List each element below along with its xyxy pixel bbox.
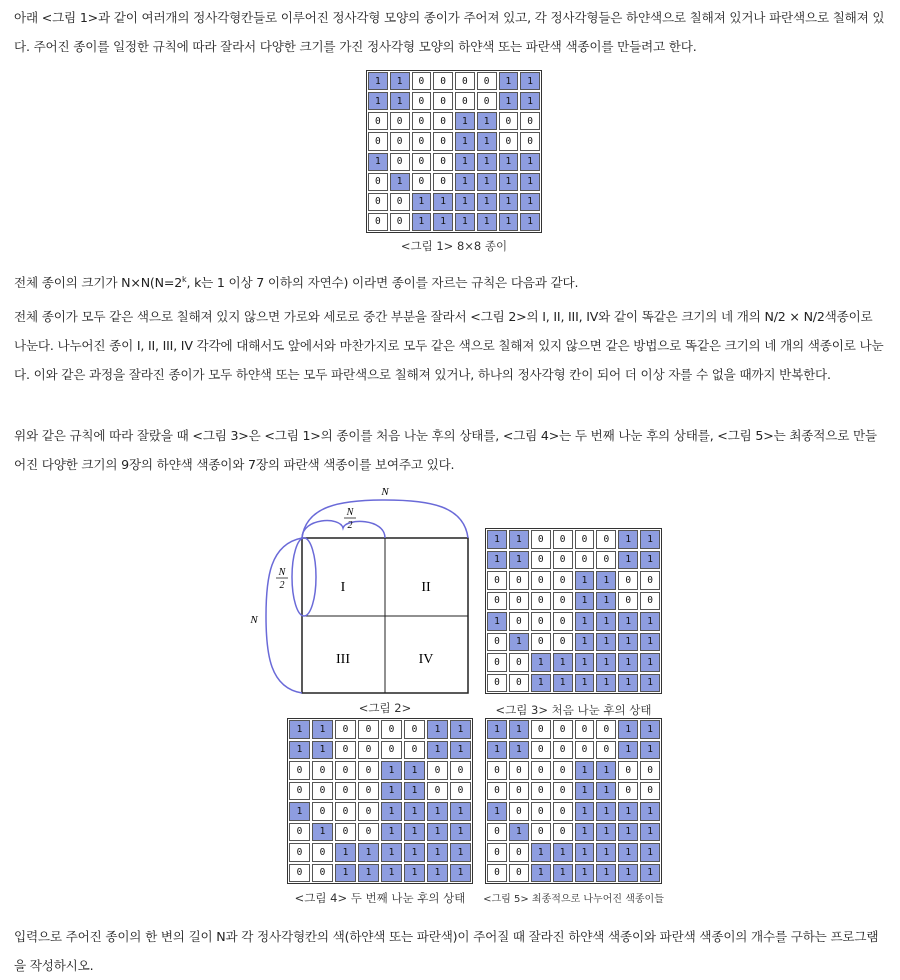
grid-cell: 1 — [312, 720, 333, 739]
figure-3-caption: <그림 3> 처음 나눈 후의 상태 — [495, 703, 652, 717]
figure-2-arc-top-half — [302, 521, 385, 538]
grid-cell: 0 — [640, 592, 660, 611]
grid-cell: 0 — [487, 782, 507, 801]
figure-2-label-n-left: N — [250, 614, 258, 626]
grid-cell: 1 — [575, 782, 595, 801]
grid-cell: 0 — [553, 530, 573, 549]
grid-cell: 1 — [575, 592, 595, 611]
grid-cell: 1 — [450, 823, 471, 842]
figure-2-label-half-left-num: N — [278, 567, 286, 578]
figure-2-label-n-top: N — [381, 486, 389, 498]
grid-cell: 0 — [335, 720, 356, 739]
grid-cell: 0 — [531, 761, 551, 780]
grid-cell: 1 — [618, 674, 638, 693]
grid-cell: 0 — [289, 761, 310, 780]
grid-cell: 0 — [433, 173, 453, 191]
grid-cell: 0 — [368, 112, 388, 130]
grid-cell: 1 — [289, 802, 310, 821]
grid-cell: 0 — [427, 782, 448, 801]
figure-1-caption: <그림 1> 8×8 종이 — [400, 239, 508, 253]
grid-cell: 1 — [455, 112, 475, 130]
figure-4-caption: <그림 4> 두 번째 나눈 후의 상태 — [294, 891, 466, 905]
grid-cell: 1 — [499, 173, 519, 191]
grid-cell: 0 — [289, 782, 310, 801]
grid-cell: 1 — [477, 112, 497, 130]
grid-cell: 0 — [575, 741, 595, 760]
grid-cell: 0 — [520, 112, 540, 130]
grid-cell: 1 — [596, 653, 616, 672]
grid-cell: 1 — [404, 843, 425, 862]
grid-cell: 1 — [575, 633, 595, 652]
grid-cell: 0 — [390, 213, 410, 231]
figure-2-label-iii: III — [336, 652, 350, 667]
grid-cell: 1 — [596, 612, 616, 631]
figure-2-label-ii: II — [421, 580, 431, 595]
grid-cell: 0 — [618, 782, 638, 801]
grid-cell: 1 — [596, 633, 616, 652]
grid-cell: 0 — [381, 720, 402, 739]
grid-cell: 0 — [531, 720, 551, 739]
grid-cell: 1 — [450, 720, 471, 739]
grid-cell: 1 — [531, 653, 551, 672]
grid-cell: 0 — [596, 720, 616, 739]
grid-cell: 0 — [553, 761, 573, 780]
grid-cell: 1 — [640, 674, 660, 693]
grid-cell: 0 — [575, 720, 595, 739]
figure-1-grid — [366, 70, 542, 233]
grid-cell: 0 — [487, 864, 507, 883]
grid-cell: 0 — [553, 612, 573, 631]
grid-cell: 1 — [412, 213, 432, 231]
grid-cell: 0 — [553, 592, 573, 611]
grid-cell: 0 — [553, 802, 573, 821]
grid-cell: 0 — [487, 592, 507, 611]
size-rule-text-post: , k는 1 이상 7 이하의 자연수) 이라면 종이를 자르는 규칙은 다음과 같다. — [186, 275, 579, 291]
grid-cell: 1 — [477, 153, 497, 171]
grid-cell: 0 — [335, 823, 356, 842]
grid-cell: 0 — [358, 823, 379, 842]
figure-2-label-half-top-num: N — [346, 507, 354, 518]
grid-cell: 1 — [358, 843, 379, 862]
grid-cell: 0 — [509, 653, 529, 672]
grid-cell: 1 — [640, 741, 660, 760]
grid-cell: 0 — [531, 741, 551, 760]
grid-cell: 0 — [531, 551, 551, 570]
size-rule-paragraph — [14, 265, 886, 297]
grid-cell: 1 — [618, 843, 638, 862]
grid-cell: 1 — [553, 653, 573, 672]
grid-cell: 0 — [487, 633, 507, 652]
grid-cell: 1 — [618, 720, 638, 739]
grid-cell: 0 — [289, 823, 310, 842]
grid-cell: 1 — [455, 153, 475, 171]
grid-cell: 0 — [531, 633, 551, 652]
grid-cell: 1 — [531, 674, 551, 693]
grid-cell: 0 — [531, 530, 551, 549]
grid-cell: 1 — [390, 173, 410, 191]
grid-cell: 0 — [487, 571, 507, 590]
grid-cell: 0 — [487, 843, 507, 862]
grid-cell: 1 — [427, 741, 448, 760]
grid-cell: 0 — [553, 551, 573, 570]
grid-cell: 0 — [289, 864, 310, 883]
grid-cell: 0 — [412, 72, 432, 90]
grid-cell: 0 — [358, 761, 379, 780]
grid-cell: 0 — [509, 592, 529, 611]
grid-cell: 1 — [618, 864, 638, 883]
grid-cell: 0 — [312, 802, 333, 821]
grid-cell: 0 — [433, 72, 453, 90]
grid-cell: 0 — [335, 802, 356, 821]
figure-2-label-half-top-den: 2 — [347, 520, 353, 531]
grid-cell: 1 — [575, 612, 595, 631]
grid-cell: 1 — [289, 741, 310, 760]
grid-cell: 0 — [412, 112, 432, 130]
grid-cell: 0 — [358, 802, 379, 821]
grid-cell: 1 — [640, 530, 660, 549]
grid-cell: 1 — [575, 864, 595, 883]
grid-cell: 1 — [427, 843, 448, 862]
grid-cell: 1 — [289, 720, 310, 739]
grid-cell: 1 — [477, 193, 497, 211]
grid-cell: 0 — [487, 823, 507, 842]
grid-cell: 0 — [509, 761, 529, 780]
grid-cell: 1 — [618, 741, 638, 760]
grid-cell: 1 — [640, 823, 660, 842]
grid-cell: 1 — [487, 530, 507, 549]
grid-cell: 1 — [433, 213, 453, 231]
grid-cell: 1 — [618, 653, 638, 672]
grid-cell: 1 — [450, 741, 471, 760]
grid-cell: 1 — [455, 173, 475, 191]
figure-2-arc-left-n — [266, 538, 302, 693]
grid-cell: 0 — [553, 571, 573, 590]
grid-cell: 0 — [381, 741, 402, 760]
grid-cell: 0 — [596, 551, 616, 570]
grid-cell: 0 — [640, 761, 660, 780]
grid-cell: 1 — [404, 761, 425, 780]
grid-cell: 0 — [312, 843, 333, 862]
figure-2-arc-top-n — [302, 500, 468, 538]
grid-cell: 0 — [509, 843, 529, 862]
grid-cell: 1 — [575, 761, 595, 780]
grid-cell: 0 — [358, 782, 379, 801]
grid-cell: 0 — [618, 761, 638, 780]
grid-cell: 1 — [509, 741, 529, 760]
grid-cell: 1 — [499, 213, 519, 231]
grid-cell: 0 — [531, 823, 551, 842]
grid-cell: 1 — [404, 802, 425, 821]
grid-cell: 1 — [499, 92, 519, 110]
grid-cell: 0 — [509, 864, 529, 883]
grid-cell: 1 — [596, 802, 616, 821]
grid-cell: 1 — [312, 823, 333, 842]
grid-cell: 1 — [618, 823, 638, 842]
grid-cell: 0 — [640, 782, 660, 801]
intro-paragraph: 아래 <그림 1>과 같이 여러개의 정사각형칸들로 이루어진 정사각형 모양의 종이가 주어져 있고, 각 정사각형들은 하얀색으로 칠해져 있거나 파란색으로 칠해져 있다. 주어진 종이를 일정한 규칙에 따라 잘라서 다양한 크기를 가진 정사각형 모양의 하얀색 또는 파란색 색종이를 만들려고 한다. — [14, 10, 885, 54]
grid-cell: 0 — [509, 612, 529, 631]
grid-cell: 1 — [509, 823, 529, 842]
grid-cell: 1 — [427, 720, 448, 739]
grid-cell: 1 — [499, 72, 519, 90]
grid-cell: 1 — [487, 612, 507, 631]
grid-cell: 0 — [412, 153, 432, 171]
grid-cell: 0 — [618, 571, 638, 590]
grid-cell: 1 — [368, 153, 388, 171]
grid-cell: 1 — [455, 132, 475, 150]
grid-cell: 1 — [390, 72, 410, 90]
grid-cell: 1 — [390, 92, 410, 110]
grid-cell: 0 — [509, 571, 529, 590]
grid-cell: 1 — [596, 782, 616, 801]
grid-cell: 1 — [455, 213, 475, 231]
grid-cell: 0 — [618, 592, 638, 611]
grid-cell: 0 — [433, 112, 453, 130]
grid-cell: 0 — [390, 132, 410, 150]
grid-cell: 1 — [575, 823, 595, 842]
grid-cell: 0 — [531, 802, 551, 821]
grid-cell: 0 — [553, 823, 573, 842]
grid-cell: 1 — [404, 782, 425, 801]
grid-cell: 0 — [487, 674, 507, 693]
grid-cell: 0 — [433, 92, 453, 110]
grid-cell: 1 — [412, 193, 432, 211]
task-paragraph: 입력으로 주어진 종이의 한 변의 길이 N과 각 정사각형칸의 색(하얀색 또는 파란색)이 주어질 때 잘라진 하얀색 색종이와 파란색 색종이의 개수를 구하는 프로그램을 작성하시오. — [14, 929, 879, 973]
grid-cell: 1 — [450, 864, 471, 883]
grid-cell: 1 — [596, 843, 616, 862]
example-paragraph: 위와 같은 규칙에 따라 잘랐을 때 <그림 3>은 <그림 1>의 종이를 처음 나눈 후의 상태를, <그림 4>는 두 번째 나눈 후의 상태를, <그림 5>는 최종적으로 만들어진 다양한 크기의 9장의 하얀색 색종이와 7장의 파란색 색종이를 보여주고 있다. — [14, 428, 877, 472]
figure-5-grid — [485, 718, 662, 884]
grid-cell: 0 — [499, 112, 519, 130]
grid-cell: 0 — [450, 782, 471, 801]
grid-cell: 1 — [487, 741, 507, 760]
grid-cell: 0 — [368, 193, 388, 211]
grid-cell: 0 — [412, 173, 432, 191]
figure-2-caption: <그림 2> — [358, 701, 412, 715]
grid-cell: 1 — [404, 864, 425, 883]
grid-cell: 1 — [477, 213, 497, 231]
grid-cell: 0 — [450, 761, 471, 780]
grid-cell: 1 — [618, 530, 638, 549]
grid-cell: 1 — [520, 173, 540, 191]
grid-cell: 1 — [404, 823, 425, 842]
grid-cell: 0 — [509, 782, 529, 801]
grid-cell: 1 — [381, 843, 402, 862]
grid-cell: 0 — [596, 741, 616, 760]
grid-cell: 0 — [368, 213, 388, 231]
grid-cell: 1 — [553, 864, 573, 883]
grid-cell: 1 — [596, 823, 616, 842]
grid-cell: 1 — [596, 592, 616, 611]
grid-cell: 1 — [640, 612, 660, 631]
figure-3-grid — [485, 528, 662, 694]
cutting-rule-paragraph: 전체 종이가 모두 같은 색으로 칠해져 있지 않으면 가로와 세로로 중간 부분을 잘라서 <그림 2>의 I, II, III, IV와 같이 똑같은 크기의 네 개의 N/2 × N/2색종이로 나눈다. 나누어진 종이 I, II, III, IV 각각에 대해서도 앞에서와 마찬가지로 모두 같은 색으로 칠해져 있지 않으면 같은 방법으로 똑같은 크기의 네 개의 색종이로 나눈다. 이와 같은 과정을 잘라진 종이가 모두 하얀색 또는 모두 파란색으로 칠해져 있거나, 하나의 정사각형 칸이 되어 더 이상 자를 수 없을 때까지 반복한다. — [14, 309, 884, 382]
grid-cell: 0 — [531, 592, 551, 611]
grid-cell: 0 — [433, 153, 453, 171]
grid-cell: 1 — [312, 741, 333, 760]
grid-cell: 1 — [509, 551, 529, 570]
grid-cell: 0 — [499, 132, 519, 150]
grid-cell: 1 — [618, 802, 638, 821]
grid-cell: 1 — [477, 173, 497, 191]
figure-4-grid — [287, 718, 473, 884]
grid-cell: 1 — [381, 802, 402, 821]
grid-cell: 0 — [312, 864, 333, 883]
grid-cell: 0 — [427, 761, 448, 780]
grid-cell: 0 — [553, 720, 573, 739]
grid-cell: 1 — [618, 551, 638, 570]
grid-cell: 1 — [575, 843, 595, 862]
grid-cell: 0 — [404, 741, 425, 760]
grid-cell: 1 — [499, 193, 519, 211]
grid-cell: 1 — [381, 823, 402, 842]
grid-cell: 1 — [427, 823, 448, 842]
grid-cell: 0 — [289, 843, 310, 862]
grid-cell: 0 — [358, 741, 379, 760]
grid-cell: 0 — [477, 72, 497, 90]
grid-cell: 1 — [640, 551, 660, 570]
grid-cell: 0 — [520, 132, 540, 150]
grid-cell: 0 — [509, 674, 529, 693]
grid-cell: 0 — [312, 782, 333, 801]
grid-cell: 0 — [531, 612, 551, 631]
grid-cell: 1 — [427, 864, 448, 883]
grid-cell: 1 — [381, 761, 402, 780]
grid-cell: 0 — [477, 92, 497, 110]
grid-cell: 1 — [335, 864, 356, 883]
grid-cell: 1 — [596, 761, 616, 780]
grid-cell: 0 — [487, 761, 507, 780]
grid-cell: 1 — [487, 551, 507, 570]
grid-cell: 1 — [553, 674, 573, 693]
grid-cell: 0 — [455, 92, 475, 110]
grid-cell: 1 — [553, 843, 573, 862]
grid-cell: 0 — [553, 782, 573, 801]
grid-cell: 1 — [520, 213, 540, 231]
grid-cell: 1 — [575, 802, 595, 821]
grid-cell: 0 — [553, 633, 573, 652]
grid-cell: 1 — [575, 674, 595, 693]
grid-cell: 1 — [520, 153, 540, 171]
grid-cell: 0 — [412, 132, 432, 150]
grid-cell: 0 — [433, 132, 453, 150]
grid-cell: 0 — [390, 153, 410, 171]
grid-cell: 1 — [450, 843, 471, 862]
grid-cell: 1 — [455, 193, 475, 211]
grid-cell: 0 — [531, 782, 551, 801]
grid-cell: 1 — [596, 864, 616, 883]
grid-cell: 1 — [509, 720, 529, 739]
grid-cell: 1 — [640, 653, 660, 672]
figure-2-label-i: I — [340, 580, 346, 595]
grid-cell: 1 — [368, 92, 388, 110]
grid-cell: 1 — [575, 653, 595, 672]
grid-cell: 1 — [575, 571, 595, 590]
grid-cell: 0 — [358, 720, 379, 739]
grid-cell: 1 — [640, 720, 660, 739]
grid-cell: 1 — [520, 92, 540, 110]
figure-2-label-half-left-den: 2 — [279, 580, 285, 591]
grid-cell: 1 — [596, 674, 616, 693]
grid-cell: 0 — [412, 92, 432, 110]
grid-cell: 1 — [477, 132, 497, 150]
grid-cell: 0 — [335, 782, 356, 801]
grid-cell: 1 — [520, 72, 540, 90]
grid-cell: 1 — [427, 802, 448, 821]
grid-cell: 1 — [487, 802, 507, 821]
grid-cell: 1 — [596, 571, 616, 590]
grid-cell: 1 — [640, 633, 660, 652]
grid-cell: 0 — [531, 571, 551, 590]
grid-cell: 1 — [509, 530, 529, 549]
size-rule-text-pre: 전체 종이의 크기가 N×N(N=2 — [14, 275, 183, 291]
grid-cell: 1 — [335, 843, 356, 862]
grid-cell: 1 — [531, 843, 551, 862]
grid-cell: 1 — [640, 864, 660, 883]
grid-cell: 0 — [575, 530, 595, 549]
grid-cell: 0 — [390, 193, 410, 211]
grid-cell: 1 — [520, 193, 540, 211]
grid-cell: 1 — [499, 153, 519, 171]
grid-cell: 0 — [312, 761, 333, 780]
grid-cell: 0 — [455, 72, 475, 90]
grid-cell: 1 — [487, 720, 507, 739]
grid-cell: 0 — [368, 173, 388, 191]
grid-cell: 1 — [433, 193, 453, 211]
grid-cell: 1 — [640, 802, 660, 821]
grid-cell: 0 — [390, 112, 410, 130]
grid-cell: 0 — [404, 720, 425, 739]
grid-cell: 1 — [358, 864, 379, 883]
grid-cell: 0 — [553, 741, 573, 760]
grid-cell: 1 — [381, 782, 402, 801]
figure-5-caption: <그림 5> 최종적으로 나누어진 색종이들 — [483, 894, 664, 905]
grid-cell: 1 — [618, 633, 638, 652]
grid-cell: 1 — [368, 72, 388, 90]
grid-cell: 0 — [596, 530, 616, 549]
figure-2-label-iv: IV — [418, 652, 434, 667]
grid-cell: 1 — [640, 843, 660, 862]
grid-cell: 0 — [509, 802, 529, 821]
grid-cell: 1 — [509, 633, 529, 652]
grid-cell: 0 — [640, 571, 660, 590]
grid-cell: 1 — [531, 864, 551, 883]
size-rule-exponent: k — [182, 275, 187, 284]
grid-cell: 1 — [450, 802, 471, 821]
grid-cell: 1 — [381, 864, 402, 883]
grid-cell: 0 — [335, 741, 356, 760]
grid-cell: 1 — [618, 612, 638, 631]
grid-cell: 0 — [575, 551, 595, 570]
grid-cell: 0 — [335, 761, 356, 780]
grid-cell: 0 — [487, 653, 507, 672]
grid-cell: 0 — [368, 132, 388, 150]
